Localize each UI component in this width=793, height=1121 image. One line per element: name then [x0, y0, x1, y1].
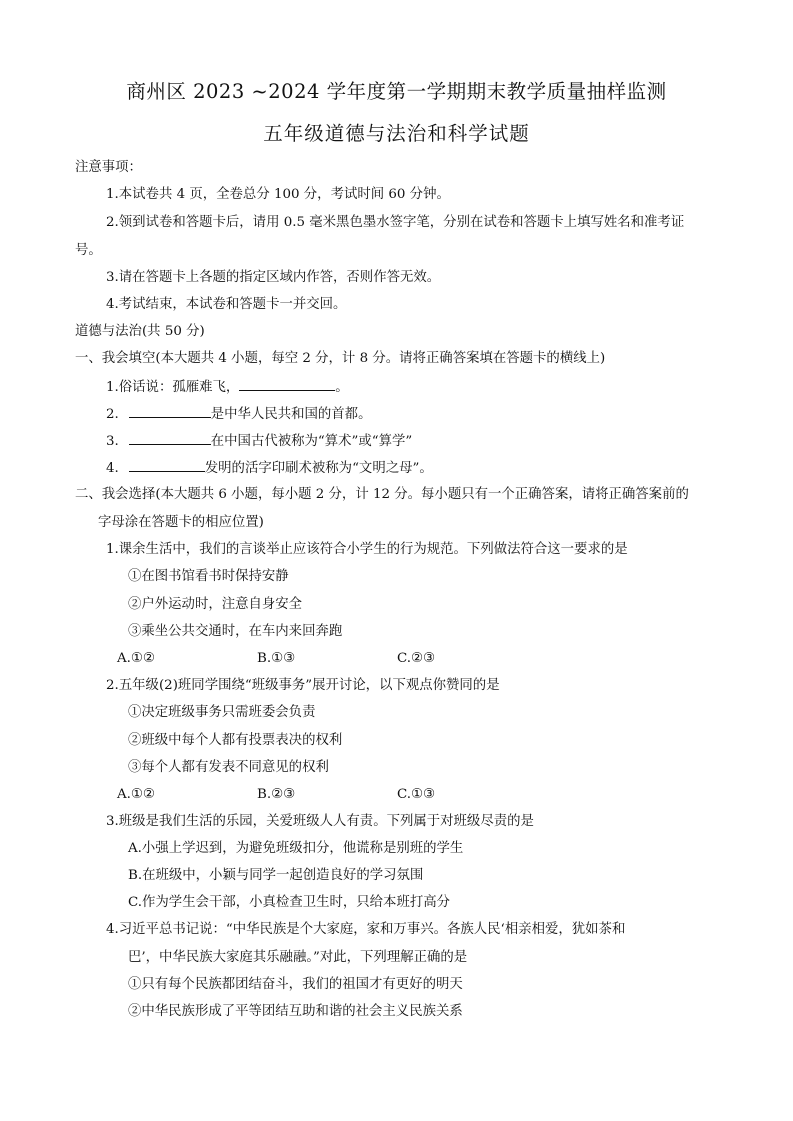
q1-statement-3: ③乘坐公共交通时，在车内来回奔跑	[128, 624, 343, 639]
fill-question-1	[106, 377, 349, 397]
section2-heading-cont: 字母涂在答题卡的相应位置)	[98, 515, 264, 530]
q1-statement-1: ①在图书馆看书时保持安静	[128, 569, 289, 584]
fill-q2-text: 是中华人民共和国的首都。	[210, 407, 372, 422]
notice-item-4: 4.考试结束，本试卷和答题卡一并交回。	[106, 297, 347, 312]
q3-option-b[interactable]: B.在班级中，小颖与同学一起创造良好的学习氛围	[128, 868, 424, 883]
q4-statement-1: ①只有每个民族都团结奋斗，我们的祖国才有更好的明天	[128, 977, 463, 992]
answer-blank[interactable]	[239, 377, 335, 391]
fill-question-3	[106, 431, 412, 451]
q4-statement-2: ②中华民族形成了平等团结互助和谐的社会主义民族关系	[128, 1004, 463, 1019]
choice-question-4-stem: 4.习近平总书记说：“中华民族是个大家庭，家和万事兴。各族人民‘相亲相爱，犹如茶和	[106, 922, 626, 937]
q1-option-b[interactable]: B.①③	[257, 651, 296, 666]
section1-heading: 一、我会填空(本大题共 4 小题，每空 2 分，计 8 分。请将正确答案填在答题卡的横线上)	[75, 351, 606, 366]
q3-option-c[interactable]: C.作为学生会干部，小真检查卫生时，只给本班打高分	[128, 895, 451, 910]
q2-statement-3: ③每个人都有发表不同意见的权利	[128, 760, 329, 775]
answer-blank[interactable]	[129, 458, 205, 472]
notice-item-2-cont: 号。	[75, 243, 102, 258]
q2-statement-1: ①决定班级事务只需班委会负责	[128, 705, 316, 720]
notice-item-1: 1.本试卷共 4 页，全卷总分 100 分，考试时间 60 分钟。	[106, 187, 450, 202]
fill-q3-text: 在中国古代被称为“算术”或“算学”	[210, 434, 413, 449]
choice-question-4-stem-cont: 巴’，中华民族大家庭其乐融融。”对此，下列理解正确的是	[128, 950, 468, 965]
fill-q1-text: 1.俗话说：孤雁难飞，	[106, 380, 240, 395]
choice-question-2-stem: 2.五年级(2)班同学围绕“班级事务”展开讨论，以下观点你赞同的是	[106, 678, 500, 693]
q2-option-b[interactable]: B.②③	[257, 787, 296, 802]
exam-subtitle: 五年级道德与法治和科学试题	[263, 122, 530, 145]
fill-q2-num: 2.	[106, 407, 119, 422]
notice-heading: 注意事项：	[75, 160, 142, 175]
fill-question-4	[106, 458, 433, 478]
q3-option-a[interactable]: A.小强上学迟到，为避免班级扣分，他谎称是别班的学生	[128, 841, 464, 856]
fill-question-2	[106, 404, 371, 424]
q1-statement-2: ②户外运动时，注意自身安全	[128, 597, 303, 612]
section2-heading: 二、我会选择(本大题共 6 小题，每小题 2 分，计 12 分。每小题只有一个正确答案，请将正确答案前的	[75, 487, 689, 502]
fill-q3-num: 3.	[106, 434, 119, 449]
answer-blank[interactable]	[129, 431, 211, 445]
exam-title: 商州区 2023 ~2024 学年度第一学期期末教学质量抽样监测	[126, 80, 667, 103]
q2-option-a[interactable]: A.①②	[117, 787, 155, 802]
fill-q4-num: 4.	[106, 461, 119, 476]
notice-item-3: 3.请在答题卡上各题的指定区域内作答，否则作答无效。	[106, 270, 441, 285]
notice-item-2: 2.领到试卷和答题卡后，请用 0.5 毫米黑色墨水签字笔，分别在试卷和答题卡上填写姓名和准考证	[106, 215, 685, 230]
q1-option-a[interactable]: A.①②	[117, 651, 155, 666]
fill-q1-end: 。	[335, 380, 349, 395]
fill-q4-text: 发明的活字印刷术被称为“文明之母”。	[204, 461, 433, 476]
subject-heading: 道德与法治(共 50 分)	[75, 324, 205, 339]
q1-option-c[interactable]: C.②③	[397, 651, 436, 666]
q2-statement-2: ②班级中每个人都有投票表决的权利	[128, 733, 343, 748]
choice-question-1-stem: 1.课余生活中，我们的言谈举止应该符合小学生的行为规范。下列做法符合这一要求的是	[106, 542, 628, 557]
choice-question-3-stem: 3.班级是我们生活的乐园，关爱班级人人有责。下列属于对班级尽责的是	[106, 814, 534, 829]
q2-option-c[interactable]: C.①③	[397, 787, 436, 802]
answer-blank[interactable]	[129, 404, 211, 418]
